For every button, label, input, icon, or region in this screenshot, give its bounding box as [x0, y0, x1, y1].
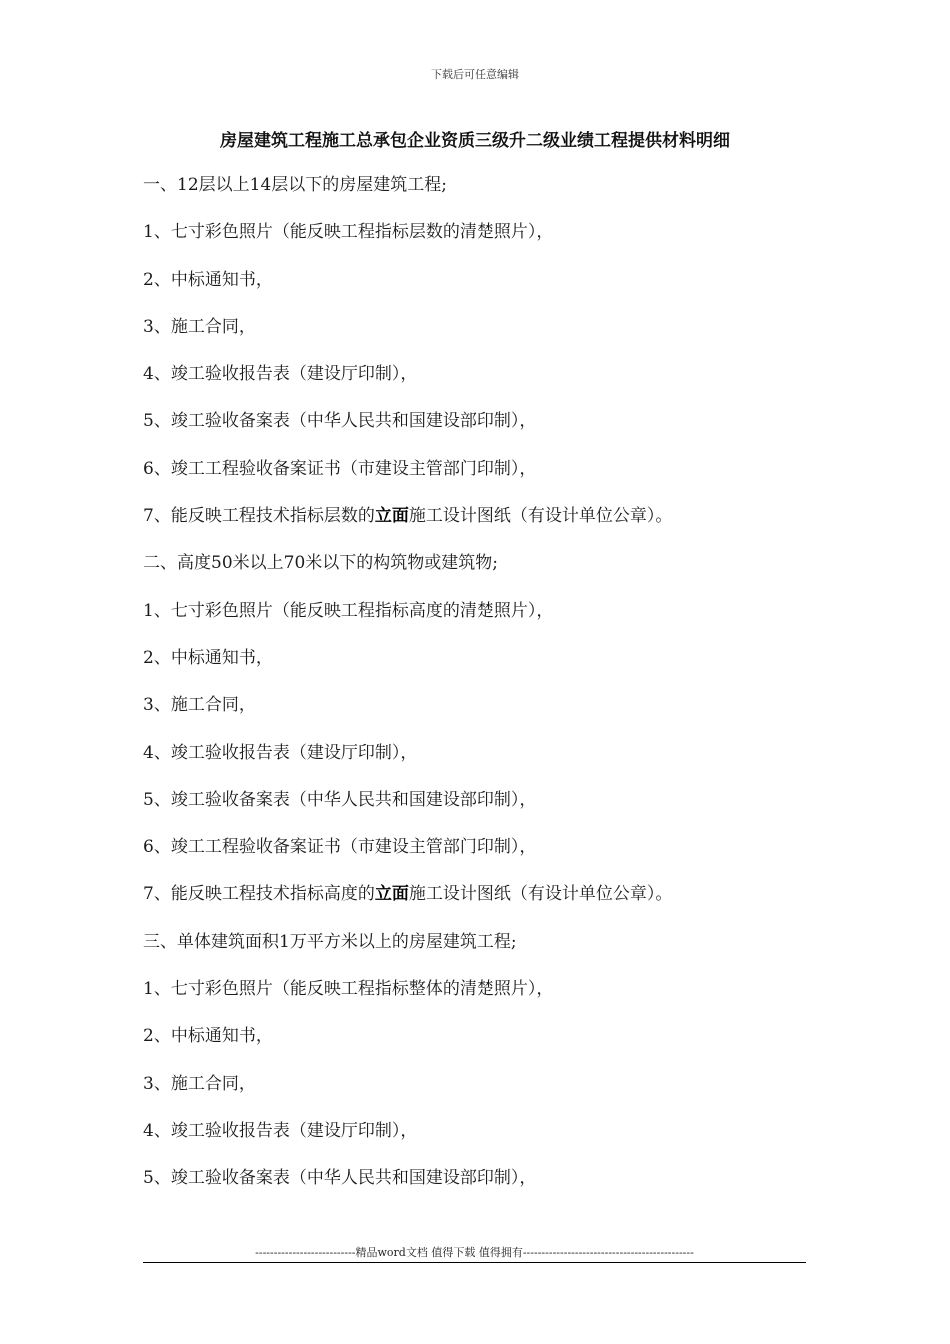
body-line	[143, 408, 823, 455]
line-text: 3、施工合同，	[143, 695, 256, 716]
body-line	[143, 1165, 823, 1212]
body-line	[143, 929, 823, 976]
body-line	[143, 976, 823, 1023]
body-line	[143, 787, 823, 834]
body-line	[143, 550, 823, 597]
footer-text: ---------------------------精品word文档 值得下载 值得拥有----------------------------------------------	[255, 1246, 694, 1259]
line-bold-text: 立面	[374, 506, 409, 527]
body-line	[143, 456, 823, 503]
line-text: 4、竣工验收报告表（建设厅印制），	[143, 1120, 418, 1141]
line-text: 三、单体建筑面积1万平方米以上的房屋建筑工程;	[143, 931, 517, 952]
line-text: 3、施工合同，	[143, 316, 256, 337]
line-text: 6、竣工工程验收备案证书（市建设主管部门印制），	[143, 458, 537, 479]
document-body	[143, 172, 823, 1213]
body-line	[143, 881, 823, 928]
line-text: 二、高度50米以上70米以下的构筑物或建筑物;	[143, 553, 498, 574]
body-line	[143, 834, 823, 881]
line-bold-text: 立面	[374, 884, 409, 905]
line-text: 3、施工合同，	[143, 1073, 256, 1094]
line-text: 2、中标通知书，	[143, 647, 273, 668]
body-line	[143, 503, 823, 550]
body-line	[143, 219, 823, 266]
footer-rule	[143, 1262, 806, 1263]
line-text: 5、竣工验收备案表（中华人民共和国建设部印制），	[143, 411, 537, 432]
body-line	[143, 1023, 823, 1070]
line-text: 1、七寸彩色照片（能反映工程指标层数的清楚照片），	[143, 222, 554, 243]
line-text: 6、竣工工程验收备案证书（市建设主管部门印制），	[143, 837, 537, 858]
line-text: 1、七寸彩色照片（能反映工程指标高度的清楚照片），	[143, 600, 554, 621]
body-line	[143, 172, 823, 219]
body-line	[143, 1071, 823, 1118]
body-line	[143, 740, 823, 787]
header-note: 下载后可任意编辑	[431, 68, 519, 81]
body-line	[143, 361, 823, 408]
body-line	[143, 1118, 823, 1165]
line-text: 2、中标通知书，	[143, 1026, 273, 1047]
document-title: 房屋建筑工程施工总承包企业资质三级升二级业绩工程提供材料明细	[220, 131, 730, 151]
body-line	[143, 598, 823, 645]
line-text-continued: 施工设计图纸（有设计单位公章）。	[408, 884, 673, 905]
line-text-continued: 施工设计图纸（有设计单位公章）。	[408, 506, 673, 527]
line-text: 4、竣工验收报告表（建设厅印制），	[143, 742, 418, 763]
body-line	[143, 314, 823, 361]
line-text: 7、能反映工程技术指标层数的	[143, 506, 375, 527]
line-text: 1、七寸彩色照片（能反映工程指标整体的清楚照片），	[143, 979, 554, 1000]
line-text: 2、中标通知书，	[143, 269, 273, 290]
line-text: 一、12层以上14层以下的房屋建筑工程;	[143, 175, 447, 195]
line-text: 4、竣工验收报告表（建设厅印制），	[143, 364, 418, 385]
body-line	[143, 692, 823, 739]
body-line	[143, 645, 823, 692]
body-line	[143, 267, 823, 314]
line-text: 5、竣工验收备案表（中华人民共和国建设部印制），	[143, 789, 537, 810]
line-text: 5、竣工验收备案表（中华人民共和国建设部印制），	[143, 1168, 537, 1189]
line-text: 7、能反映工程技术指标高度的	[143, 884, 375, 905]
